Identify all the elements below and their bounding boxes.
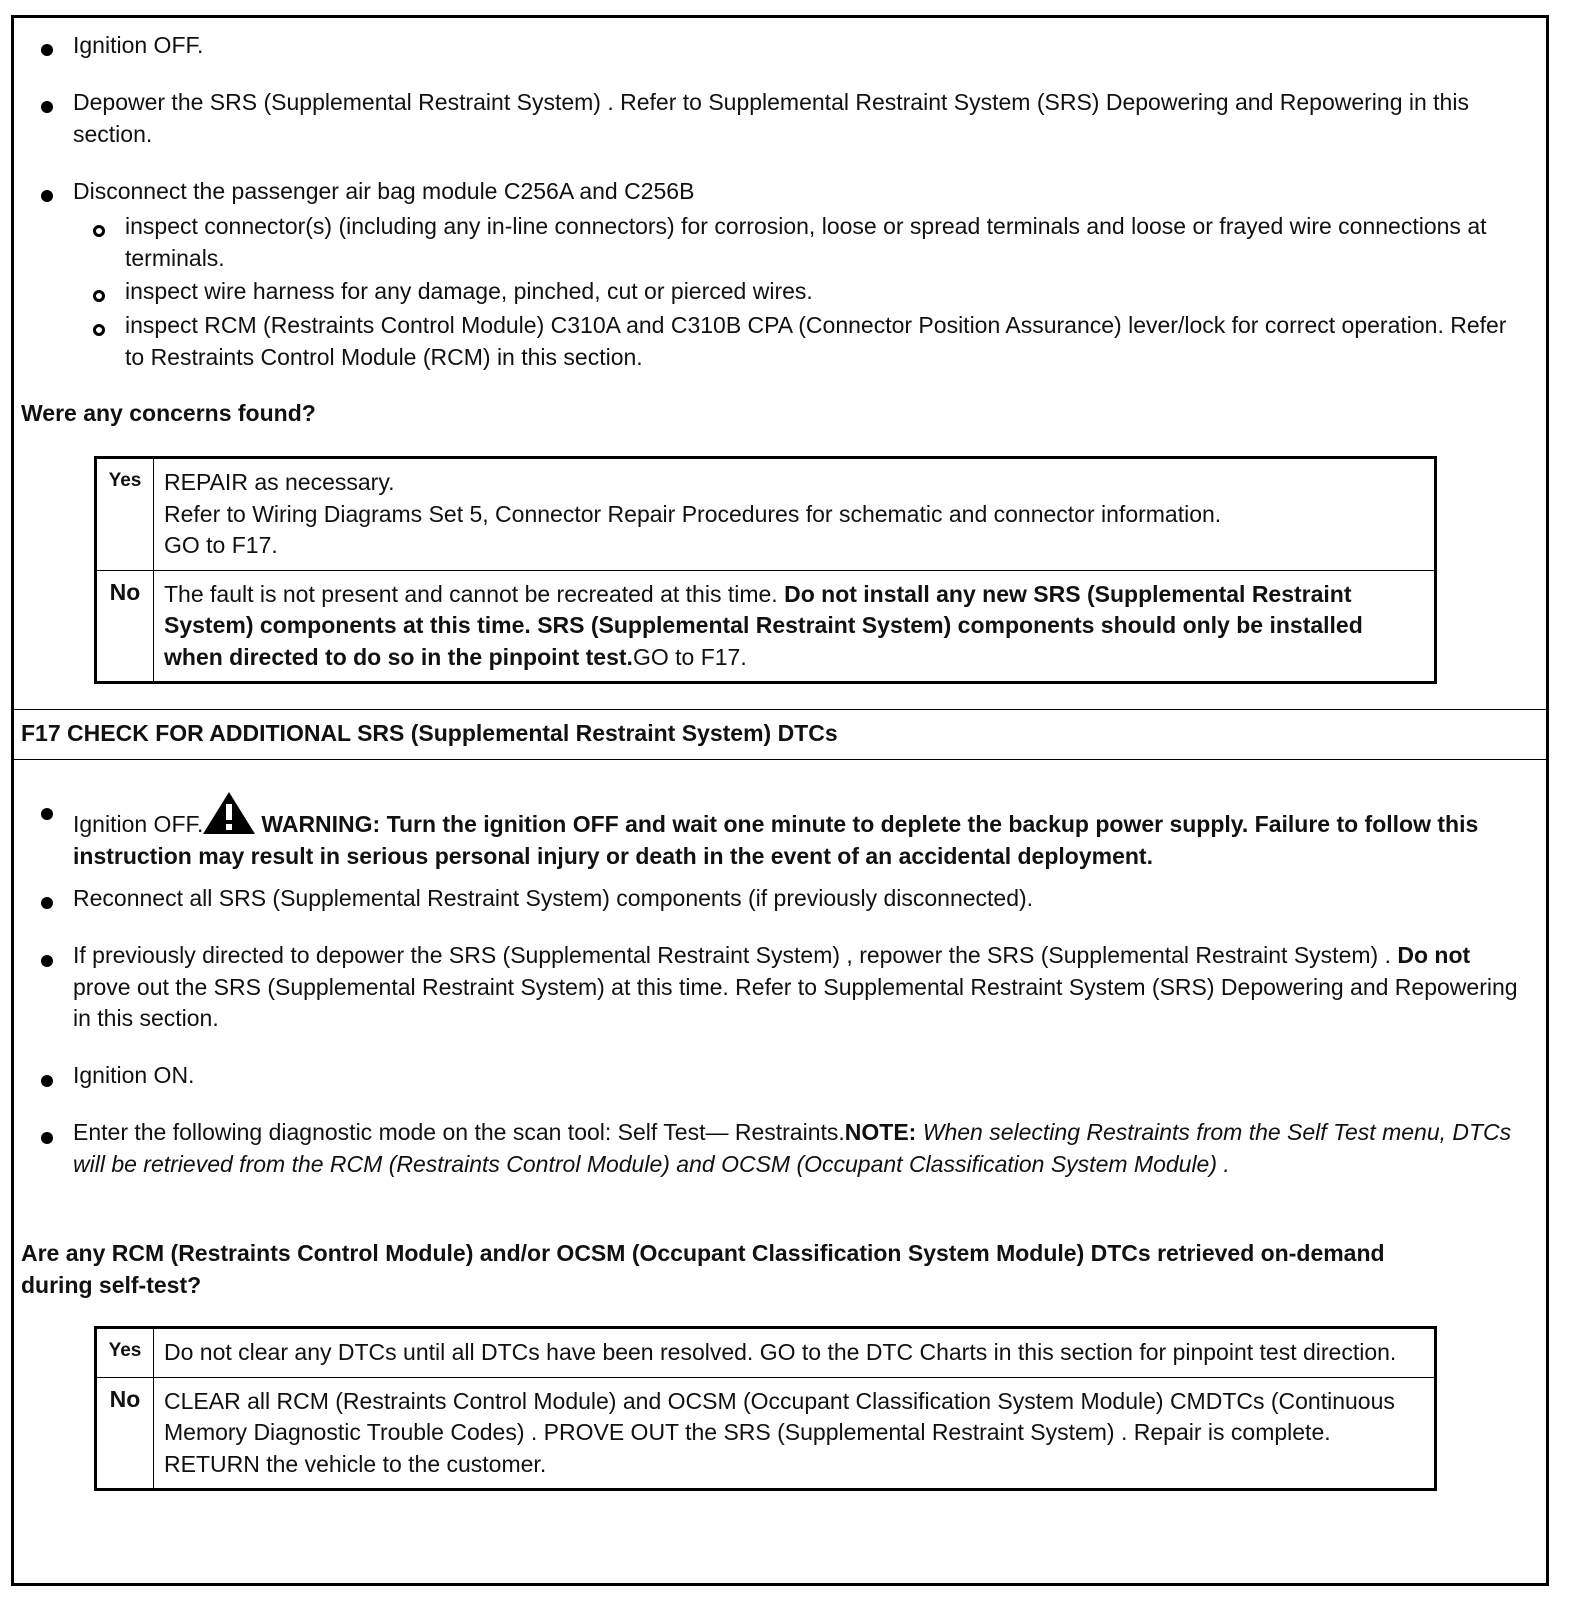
bullet-text-plain: Ignition OFF. xyxy=(73,811,204,837)
section-previous-step xyxy=(14,18,1546,710)
bullet-dot-icon xyxy=(41,101,53,113)
bullet-dot-icon xyxy=(41,1132,53,1144)
warning-text: WARNING: Turn the ignition OFF and wait one minute to deplete the backup power supply. Failure to follow this instruction may result in serious personal injury or death in the event of an accidental deployment. xyxy=(73,811,1479,869)
yes-label: Yes xyxy=(96,1328,154,1378)
yes-label: Yes xyxy=(96,458,154,571)
question-text: Were any concerns found? xyxy=(21,400,316,426)
sub-bullet-ring-icon xyxy=(93,225,105,237)
no-answer: CLEAR all RCM (Restraints Control Module) and OCSM (Occupant Classification System Module) CMDTCs (Continuous Memory Diagnostic Trouble Codes) . PROVE OUT the SRS (Supplemental Restraint System) . Repair is complete. RETURN the vehicle to the customer. xyxy=(154,1377,1436,1490)
bullet-text xyxy=(73,940,1523,1035)
bullet-dot-icon xyxy=(41,190,53,202)
note-label: NOTE: xyxy=(844,1119,923,1145)
question-text: Are any RCM (Restraints Control Module) and/or OCSM (Occupant Classification System Module) DTCs retrieved on-demand during self-test? xyxy=(21,1240,1385,1298)
yes-line: REPAIR as necessary. xyxy=(164,469,395,495)
answer-row-yes xyxy=(96,458,1436,571)
bullet-text xyxy=(73,790,1523,872)
sub-bullet-ring-icon xyxy=(93,290,105,302)
step-heading-row xyxy=(14,710,1546,760)
document-frame xyxy=(11,15,1549,1586)
no-text: The fault is not present and cannot be recreated at this time. xyxy=(164,580,785,607)
yes-answer: Do not clear any DTCs until all DTCs have been resolved. GO to the DTC Charts in this section for pinpoint test direction. xyxy=(154,1328,1436,1378)
bullet-text-plain: Enter the following diagnostic mode on the scan tool: Self Test— Restraints. xyxy=(73,1119,845,1145)
bullet-dot-icon xyxy=(41,897,53,909)
no-text-bold: Do not install any new SRS (Supplemental Restraint System) components at this time. SRS (Supplemental Restraint System) components should only be installed when directed to do so in the pinpoint test. xyxy=(164,580,1363,670)
warning-triangle-icon xyxy=(203,792,255,834)
step-heading: F17 CHECK FOR ADDITIONAL SRS (Supplemental Restraint System) DTCs xyxy=(21,720,838,746)
bullet-text: Ignition OFF. xyxy=(73,32,204,58)
sub-bullet-text: inspect RCM (Restraints Control Module) C310A and C310B CPA (Connector Position Assurance) lever/lock for correct operation. Refer to Restraints Control Module (RCM) in this section. xyxy=(125,312,1507,370)
sub-bullet-text: inspect wire harness for any damage, pinched, cut or pierced wires. xyxy=(125,278,813,304)
yes-answer xyxy=(154,458,1436,571)
sub-bullet-ring-icon xyxy=(93,324,105,336)
bullet-text: Depower the SRS (Supplemental Restraint System) . Refer to Supplemental Restraint System (SRS) Depowering and Repowering in this section. xyxy=(73,89,1469,147)
bullet-text: Reconnect all SRS (Supplemental Restraint System) components (if previously disconnected). xyxy=(73,885,1034,911)
bullet-text-plain: prove out the SRS (Supplemental Restraint System) at this time. Refer to Supplemental Restraint System (SRS) Depowering and Repowering in this section. xyxy=(73,973,1518,1031)
bullet-dot-icon xyxy=(41,808,53,820)
sub-bullet-text: inspect connector(s) (including any in-line connectors) for corrosion, loose or spread terminals and loose or frayed wire connections at terminals. xyxy=(125,213,1487,271)
bullet-dot-icon xyxy=(41,955,53,967)
answer-row-no xyxy=(96,1377,1436,1490)
bullet-text: Disconnect the passenger air bag module C256A and C256B xyxy=(73,178,695,204)
no-text: GO to F17. xyxy=(632,643,747,670)
note-text: When selecting Restraints from the Self Test menu, DTCs will be retrieved from the RCM (Restraints Control Module) and OCSM (Occupant Classification System Module) . xyxy=(73,1119,1512,1177)
answer-table xyxy=(94,1326,1437,1491)
no-answer xyxy=(154,570,1436,683)
answer-row-no xyxy=(96,570,1436,683)
answer-row-yes xyxy=(96,1328,1436,1378)
bullet-text-plain: If previously directed to depower the SRS (Supplemental Restraint System) , repower the SRS (Supplemental Restraint System) . xyxy=(73,942,1398,968)
bullet-text: Ignition ON. xyxy=(73,1062,195,1088)
yes-line: GO to F17. xyxy=(164,532,278,558)
bullet-text-bold: Do not xyxy=(1397,942,1471,968)
answer-table xyxy=(94,456,1437,684)
bullet-dot-icon xyxy=(41,44,53,56)
bullet-text xyxy=(73,1117,1523,1180)
no-label: No xyxy=(96,570,154,683)
yes-line: Refer to Wiring Diagrams Set 5, Connector Repair Procedures for schematic and connector information. xyxy=(164,500,1222,527)
bullet-dot-icon xyxy=(41,1075,53,1087)
no-label: No xyxy=(96,1377,154,1490)
